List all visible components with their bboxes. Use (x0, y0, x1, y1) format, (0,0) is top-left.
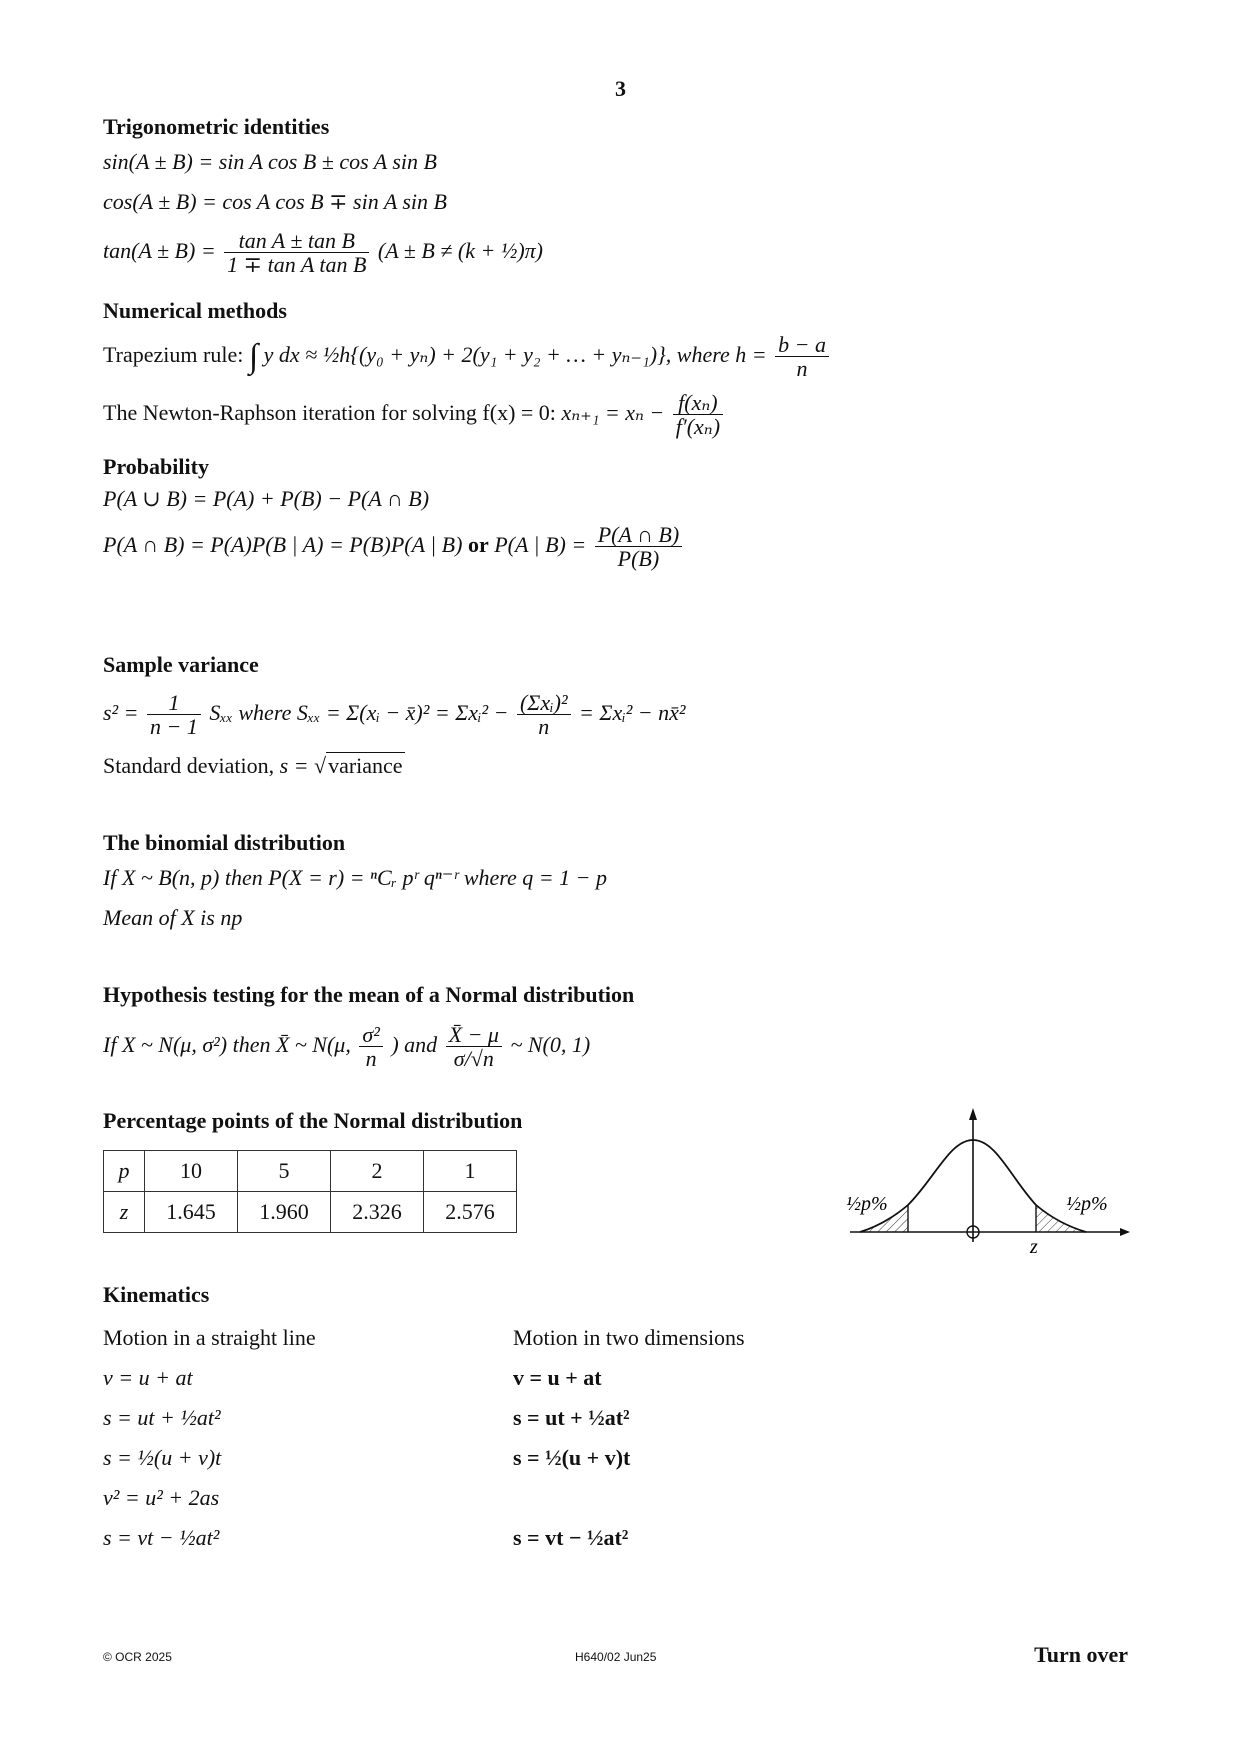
trig-cos-identity: cos(A ± B) = cos A cos B ∓ sin A sin B (103, 189, 447, 214)
s2-lhs: s² = (103, 700, 139, 725)
turn-over: Turn over (1034, 1642, 1128, 1667)
copyright: © OCR 2025 (103, 1650, 172, 1664)
binomial-section (103, 828, 1141, 938)
trig-heading: Trigonometric identities (103, 114, 330, 139)
two-dimensions-column (513, 1318, 745, 1558)
trig-section (103, 112, 1141, 280)
tan-condition: (A ± B ≠ (k + ½)π) (377, 238, 543, 263)
z-label: z (1030, 1236, 1038, 1258)
sd-expression: s = (279, 753, 309, 778)
prob-or: or (467, 532, 489, 557)
table-row (104, 1192, 517, 1233)
y-axis-arrow-icon (969, 1108, 977, 1120)
table-cell: 5 (238, 1151, 331, 1192)
sqrt-sign: √ (314, 753, 327, 778)
h-numerator: b − a (775, 333, 829, 357)
variance-heading: Sample variance (103, 652, 259, 677)
variance-tail: = Σxᵢ² − nx̄² (579, 700, 686, 725)
left-tail-label: ½p% (846, 1193, 888, 1215)
percentage-table (103, 1150, 517, 1233)
tan-denominator: 1 ∓ tan A tan B (227, 252, 367, 278)
hyp-var-fraction (359, 1023, 382, 1070)
trapezium-rule (103, 326, 1141, 384)
hypothesis-section (103, 980, 1141, 1080)
nr-expression: xₙ₊₁ = xₙ − (561, 400, 665, 425)
two-d-eq: s = vt − ½at² (513, 1525, 629, 1550)
table-cell: 2 (331, 1151, 424, 1192)
two-d-eq: s = ½(u + v)t (513, 1445, 631, 1470)
page-number: 3 (615, 76, 626, 101)
newton-raphson (103, 384, 1141, 442)
hyp-post: ~ N(0, 1) (510, 1032, 591, 1057)
x-axis-arrow-icon (1120, 1228, 1130, 1236)
table-cell: 10 (145, 1151, 238, 1192)
two-d-eq: v = u + at (513, 1365, 602, 1390)
hyp-z-fraction (446, 1023, 502, 1070)
variance-fraction (147, 691, 201, 738)
straight-line-title: Motion in a straight line (103, 1325, 316, 1350)
variance-frac-den: n − 1 (150, 714, 198, 740)
table-cell: 1.960 (238, 1192, 331, 1233)
sum-numerator: (Σxᵢ)² (517, 691, 571, 715)
sum-denominator: n (538, 714, 550, 740)
hyp-and: ) and (391, 1032, 438, 1057)
trapezium-expression: y dx ≈ ½h{(y₀ + yₙ) + 2(y₁ + y₂ + … + yₙ₋₁)}, where h = (263, 342, 767, 367)
probability-section (103, 452, 1141, 574)
binomial-probability: If X ~ B(n, p) then P(X = r) = ⁿCᵣ pʳ qⁿ⁻ʳ where q = 1 − p (103, 865, 608, 890)
binomial-mean: Mean of X is np (103, 905, 243, 930)
prob-cond-lhs: P(A | B) = (494, 532, 587, 557)
h-denominator: n (796, 356, 808, 382)
prob-cond-fraction (595, 523, 682, 570)
h-fraction (775, 333, 829, 380)
table-cell: z (104, 1192, 145, 1233)
prob-intersection (103, 516, 1141, 574)
two-d-eq (513, 1478, 745, 1518)
tan-numerator: tan A ± tan B (224, 229, 369, 253)
standard-deviation (103, 746, 1141, 786)
prob-union: P(A ∪ B) = P(A) + P(B) − P(A ∩ B) (103, 486, 430, 511)
integral-sign: ∫ (248, 337, 259, 375)
sd-label: Standard deviation, (103, 753, 275, 778)
numerical-section (103, 296, 1141, 442)
variance-formula (103, 680, 1141, 746)
prob-cond-numerator: P(A ∩ B) (595, 523, 682, 547)
straight-eq: v = u + at (103, 1365, 193, 1390)
table-cell: 1 (424, 1151, 517, 1192)
sum-fraction (517, 691, 571, 738)
tan-fraction (224, 229, 369, 276)
hyp-z-num: X̄ − μ (446, 1023, 502, 1047)
hyp-pre: If X ~ N(μ, σ²) then X̄ ~ N(μ, (103, 1032, 351, 1057)
prob-cond-denominator: P(B) (617, 546, 660, 572)
hyp-var-den: n (365, 1046, 377, 1072)
trig-sin-identity: sin(A ± B) = sin A cos B ± cos A sin B (103, 149, 437, 174)
nr-numerator: f(xₙ) (673, 391, 723, 415)
hypothesis-formula (103, 1010, 1141, 1080)
sd-root: variance (328, 753, 403, 778)
straight-eq: s = ½(u + v)t (103, 1445, 222, 1470)
kinematics-heading: Kinematics (103, 1282, 210, 1307)
straight-eq: s = ut + ½at² (103, 1405, 221, 1430)
paper-code: H640/02 Jun25 (575, 1650, 657, 1664)
nr-label: The Newton-Raphson iteration for solving f(x) = 0: (103, 400, 556, 425)
hyp-z-den: σ/√n (453, 1046, 494, 1072)
hyp-var-num: σ² (359, 1023, 382, 1047)
table-cell: p (104, 1151, 145, 1192)
table-cell: 2.326 (331, 1192, 424, 1233)
table-cell: 2.576 (424, 1192, 517, 1233)
nr-denominator: f′(xₙ) (675, 414, 721, 440)
probability-heading: Probability (103, 454, 209, 479)
tan-lhs: tan(A ± B) = (103, 238, 216, 263)
trapezium-label: Trapezium rule: (103, 342, 244, 367)
percentage-heading: Percentage points of the Normal distribution (103, 1108, 523, 1133)
table-row (104, 1151, 517, 1192)
normal-curve-diagram (840, 1108, 1130, 1258)
two-d-eq: s = ut + ½at² (513, 1405, 630, 1430)
prob-intersection-expr: P(A ∩ B) = P(A)P(B | A) = P(B)P(A | B) (103, 532, 463, 557)
straight-eq: s = vt − ½at² (103, 1525, 220, 1550)
hypothesis-heading: Hypothesis testing for the mean of a Normal distribution (103, 982, 635, 1007)
trig-tan-identity (103, 222, 1141, 280)
nr-fraction (673, 391, 723, 438)
sxx-expression: Sₓₓ where Sₓₓ = Σ(xᵢ − x̄)² = Σxᵢ² − (209, 700, 509, 725)
variance-section (103, 650, 1141, 786)
kinematics-section (103, 1280, 1141, 1558)
binomial-heading: The binomial distribution (103, 830, 346, 855)
numerical-heading: Numerical methods (103, 298, 287, 323)
right-tail-label: ½p% (1066, 1193, 1108, 1215)
variance-frac-num: 1 (147, 691, 201, 715)
table-cell: 1.645 (145, 1192, 238, 1233)
two-d-title: Motion in two dimensions (513, 1325, 745, 1350)
straight-eq: v² = u² + 2as (103, 1485, 220, 1510)
